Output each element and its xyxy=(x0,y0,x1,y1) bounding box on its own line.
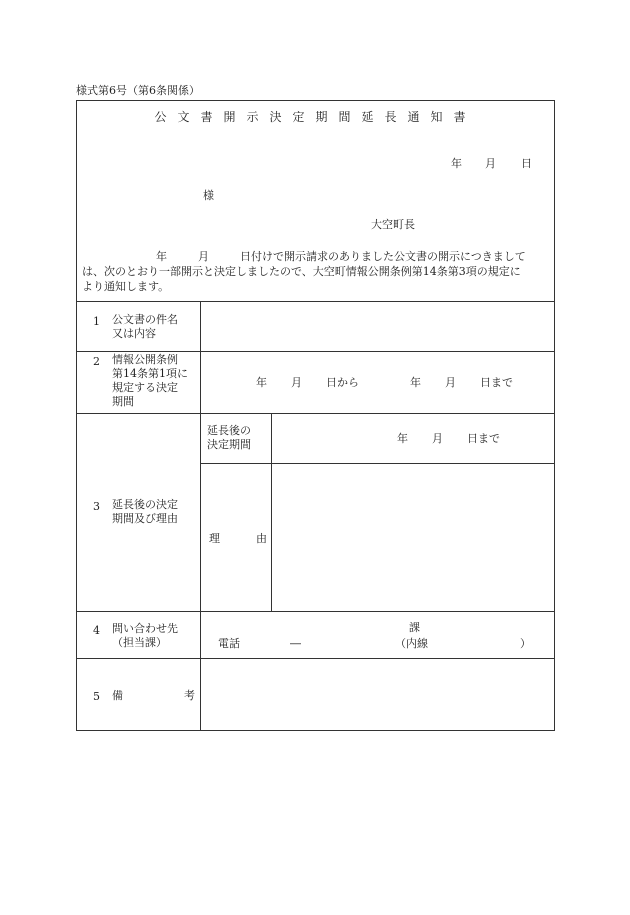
issuer-name: 大空町長 xyxy=(371,218,415,231)
divider-row1 xyxy=(76,351,555,352)
divider-row2 xyxy=(76,413,555,414)
label-line: （担当課） xyxy=(112,636,167,649)
period-year: 年 xyxy=(410,376,421,389)
period-until: 日まで xyxy=(480,376,513,389)
row-number: 3 xyxy=(93,500,100,513)
remarks-label-char: 備 xyxy=(112,689,123,702)
label-line: 決定期間 xyxy=(207,438,251,451)
reason-label-char: 理 xyxy=(209,532,220,545)
department-suffix: 課 xyxy=(409,621,420,634)
date-month: 月 xyxy=(485,157,496,170)
remarks-field[interactable] xyxy=(205,662,550,726)
reason-field[interactable] xyxy=(276,467,551,607)
extended-month: 月 xyxy=(432,432,443,445)
extended-year: 年 xyxy=(397,432,408,445)
body-line-1 xyxy=(82,249,552,264)
divider-header xyxy=(76,301,555,302)
label-line: 期間及び理由 xyxy=(112,512,178,525)
reason-label-char: 由 xyxy=(256,532,267,545)
notice-body xyxy=(82,249,552,294)
phone-dash: ― xyxy=(290,637,301,650)
row3-sub-divider xyxy=(271,413,272,611)
body-line-2: は、次のとおり一部開示と決定しましたので、大空町情報公開条例第14条第3項の規定に xyxy=(82,265,521,278)
row-number: 2 xyxy=(93,355,100,368)
body-month: 月 xyxy=(198,250,209,263)
row-label xyxy=(112,498,194,526)
addressee-suffix: 様 xyxy=(203,189,214,202)
row-number: 4 xyxy=(93,624,100,637)
body-year: 年 xyxy=(156,250,167,263)
label-line: 第14条第1項に xyxy=(112,367,188,380)
label-line: 情報公開条例 xyxy=(112,353,178,366)
form-number: 様式第6号（第6条関係） xyxy=(76,84,200,97)
label-line: 規定する決定 xyxy=(112,381,178,394)
period-month: 月 xyxy=(445,376,456,389)
row-label xyxy=(112,353,194,409)
divider-row3 xyxy=(76,611,555,612)
subject-field[interactable] xyxy=(205,305,550,347)
divider-row3-inner xyxy=(200,463,555,464)
row-label xyxy=(112,313,194,341)
document-title: 公文書開示決定期間延長通知書 xyxy=(154,110,477,124)
label-line: 公文書の件名 xyxy=(112,313,178,326)
divider-row4 xyxy=(76,658,555,659)
label-line: 延長後の xyxy=(207,424,251,437)
label-line: 又は内容 xyxy=(112,327,156,340)
body-day-text: 日付けで開示請求のありました公文書の開示につきまして xyxy=(240,250,526,263)
row-number: 5 xyxy=(93,690,100,703)
extended-until: 日まで xyxy=(467,432,500,445)
period-year: 年 xyxy=(256,376,267,389)
row-number: 1 xyxy=(93,315,100,328)
label-line: 期間 xyxy=(112,395,134,408)
label-column-divider xyxy=(200,301,201,731)
extension-close: ） xyxy=(520,637,531,650)
extended-period-label xyxy=(207,424,267,452)
date-day: 日 xyxy=(521,157,532,170)
label-line: 問い合わせ先 xyxy=(112,622,178,635)
date-year: 年 xyxy=(451,157,462,170)
row-label xyxy=(112,622,194,650)
period-month: 月 xyxy=(291,376,302,389)
period-from: 日から xyxy=(326,376,359,389)
phone-label: 電話 xyxy=(218,637,240,650)
body-line-3: より通知します。 xyxy=(82,280,170,293)
remarks-label-char: 考 xyxy=(184,689,195,702)
label-line: 延長後の決定 xyxy=(112,498,178,511)
extension-open: （内線 xyxy=(395,637,428,650)
